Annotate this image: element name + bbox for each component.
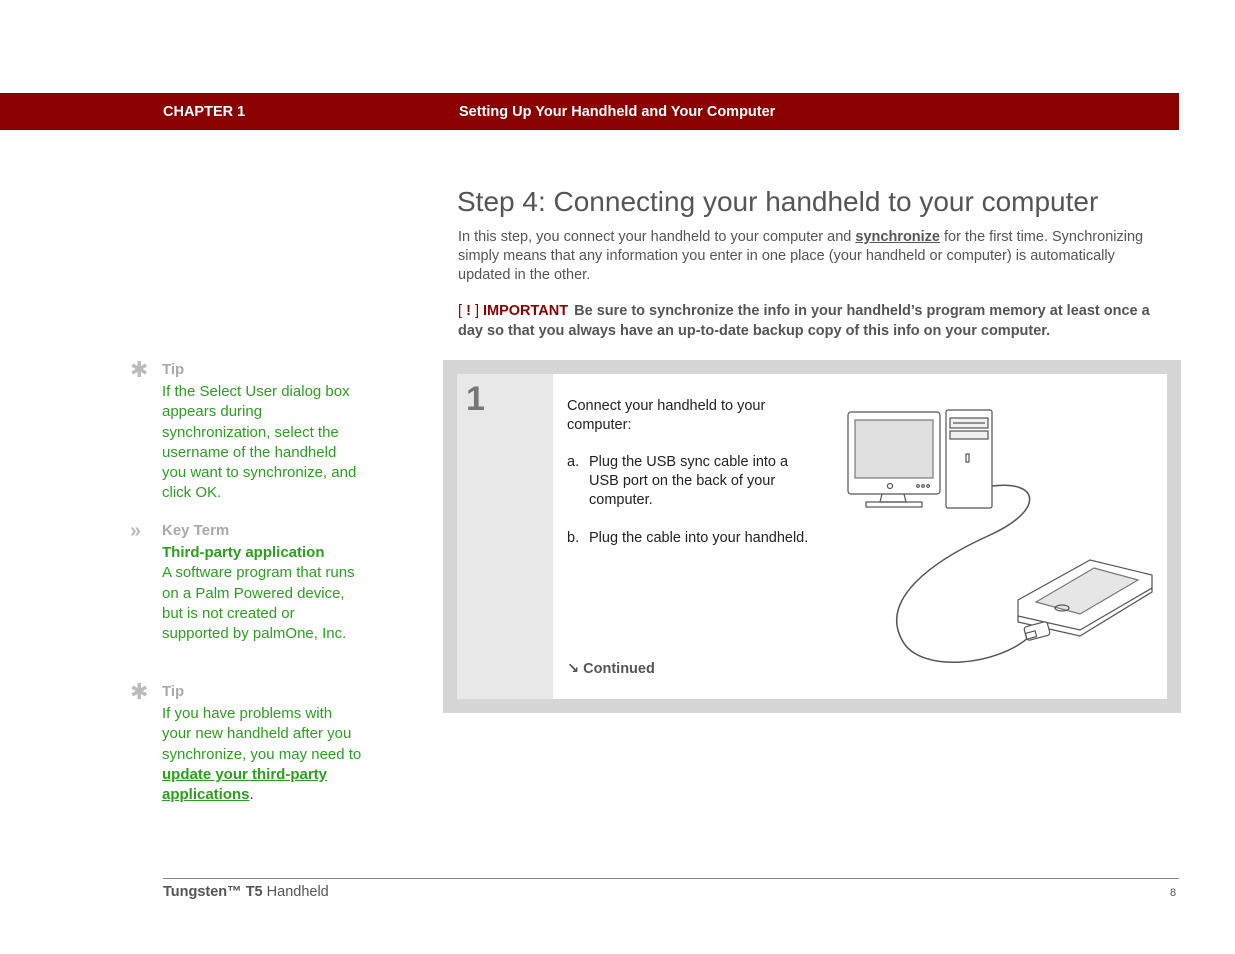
important-text: Be sure to synchronize the info in your handheld’s program memory at least once a day so that you always have an up-to-date backup copy of this info on your computer. [458,303,1150,339]
asterisk-icon: ✱ [130,679,149,704]
footer-product [163,884,329,900]
list-item [567,453,817,509]
handheld-icon [1018,560,1152,641]
intro-text-before: In this step, you connect your handheld to your computer and [458,229,856,245]
key-term-heading: Key Term [162,522,230,539]
computer-handheld-illustration [840,400,1160,680]
list-item-text: Plug the USB sync cable into a USB port on the back of your computer. [589,454,789,508]
footer-divider [163,878,1179,879]
arrow-down-right-icon: ↘ [567,661,580,677]
chapter-title: Setting Up Your Handheld and Your Computer [459,104,776,120]
chapter-label: CHAPTER 1 [163,104,246,120]
page-number: 8 [1170,887,1177,899]
usb-cable [897,485,1030,662]
chapter-header-bar [0,93,1179,130]
list-marker: b. [567,529,580,546]
tip-heading: Tip [162,361,185,378]
key-term-body [162,543,362,644]
monitor-icon [848,412,940,507]
key-term-name: Third-party application [162,544,325,561]
step-number: 1 [466,380,485,418]
list-item-text: Plug the cable into your handheld. [589,529,809,546]
tip-text-after: . [249,786,254,804]
step-intro: Connect your handheld to your computer: [567,398,766,433]
step-number-column [457,374,553,699]
synchronize-link[interactable]: synchronize [855,229,940,245]
important-label: IMPORTANT [483,303,569,319]
intro-paragraph [458,228,1158,285]
double-chevron-icon: » [130,520,142,542]
list-item [567,529,817,548]
product-suffix: Handheld [262,884,329,900]
page-title: Step 4: Connecting your handheld to your computer [457,186,1099,217]
important-exclamation-icon: ! [466,303,471,319]
important-bracket-close: ] [474,303,479,319]
step-instructions [567,397,817,547]
asterisk-icon: ✱ [130,357,149,382]
continued-label: Continued [583,661,655,677]
important-note [458,301,1158,341]
update-apps-link[interactable]: update your third-party applications [162,765,328,804]
tip-body [162,704,362,805]
continued-link[interactable] [567,661,655,677]
computer-tower-icon [946,410,992,508]
tip-heading: Tip [162,683,185,700]
list-marker: a. [567,454,580,471]
tip-text-before: If you have problems with your new handheld after you synchronize, you may need to [162,705,362,763]
intro-text-after: for the first time. Synchronizing simply means that any information you enter in one place (your handheld or computer) is automatically updated in the other. [458,229,1144,283]
key-term-definition: A software program that runs on a Palm Powered device, but is not created or supported by palmOne, Inc. [162,564,355,643]
tip-body: If the Select User dialog box appears during synchronization, select the username of the handheld you want to synchronize, and click OK. [162,383,357,502]
product-name: Tungsten™ T5 [163,884,263,900]
important-bracket-open: [ [458,303,463,319]
